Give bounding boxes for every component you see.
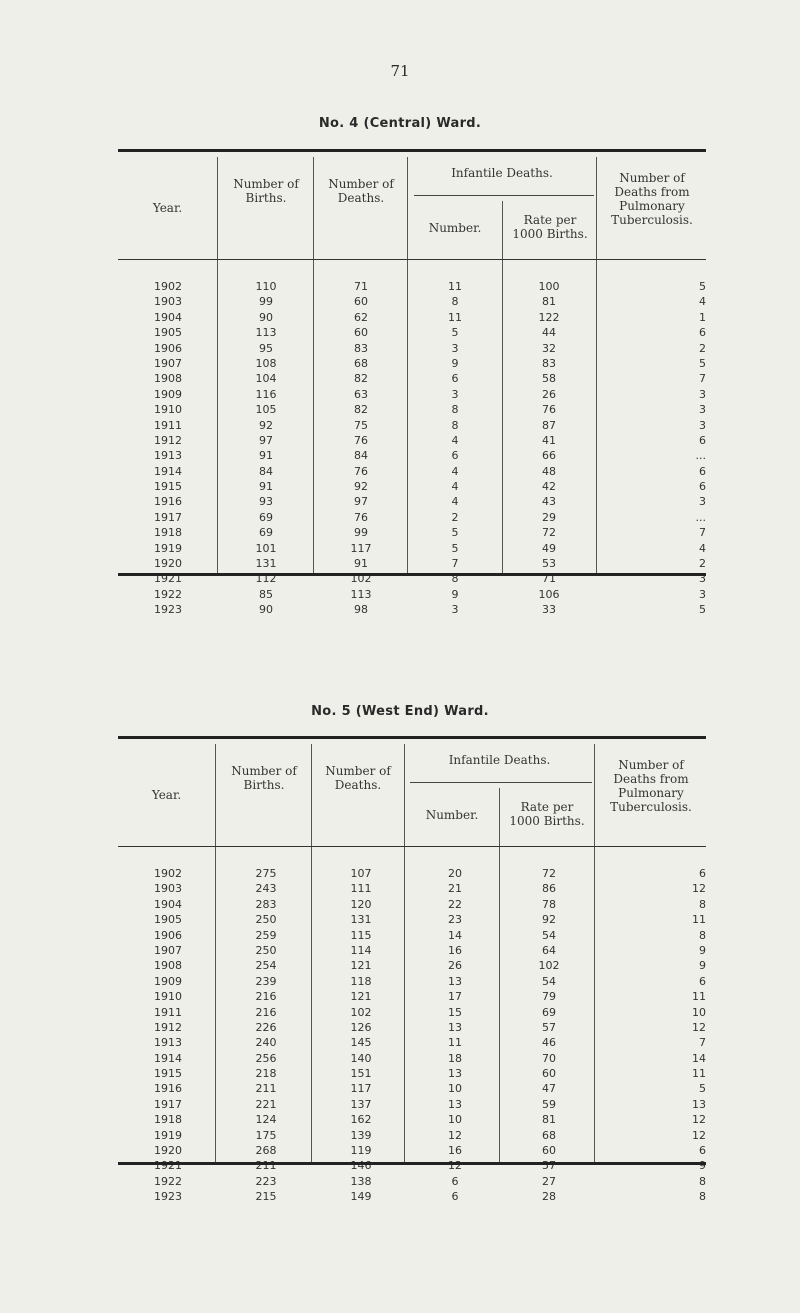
infantile-sub-rule — [410, 782, 592, 783]
ward-4-title: No. 4 (Central) Ward. — [318, 116, 482, 131]
table-row: 1906 259 115 14 54 8 — [154, 928, 706, 942]
table-row: 1916 93 97 4 43 3 — [154, 495, 706, 509]
table-row: 1909 239 118 13 54 6 — [154, 974, 706, 988]
header-deaths: Number of Deaths. — [328, 177, 394, 205]
table-row: 1921 211 146 12 57 9 — [154, 1159, 706, 1173]
table-row: 1923 90 98 3 33 5 — [154, 603, 706, 617]
ward-5-rows — [118, 866, 706, 1205]
table-row: 1904 90 62 11 122 1 — [154, 310, 706, 324]
table-row: 1920 268 119 16 60 6 — [154, 1144, 706, 1158]
table-row: 1913 240 145 11 46 7 — [154, 1036, 706, 1050]
table-row: 1921 112 102 8 71 3 — [154, 572, 706, 586]
table-row: 1914 256 140 18 70 14 — [154, 1051, 706, 1065]
table-row: 1910 216 121 17 79 11 — [154, 990, 706, 1004]
bottom-rule — [118, 573, 706, 576]
table-row: 1907 108 68 9 83 5 — [154, 356, 706, 370]
table-row: 1903 99 60 8 81 4 — [154, 295, 706, 309]
header-tb: Number of Deaths from Pulmonary Tuberculosis. — [611, 171, 693, 227]
bottom-rule — [118, 1162, 706, 1165]
table-row: 1907 250 114 16 64 9 — [154, 943, 706, 957]
table-row: 1903 243 111 21 86 12 — [154, 882, 706, 896]
header-tb: Number of Deaths from Pulmonary Tuberculosis. — [610, 758, 692, 814]
ward-4-table — [118, 149, 706, 617]
table-row: 1918 124 162 10 81 12 — [154, 1113, 706, 1127]
infantile-sub-rule — [414, 195, 594, 196]
ward-5-title: No. 5 (West End) Ward. — [311, 704, 489, 719]
header-deaths: Number of Deaths. — [325, 764, 391, 792]
table-row: 1922 223 138 6 27 8 — [154, 1174, 706, 1188]
table-row: 1919 101 117 5 49 4 — [154, 541, 706, 555]
table-row: 1910 105 82 8 76 3 — [154, 403, 706, 417]
table-row: 1917 69 76 2 29 ... — [154, 510, 706, 524]
table-row: 1908 254 121 26 102 9 — [154, 959, 706, 973]
header-infantile: Infantile Deaths. — [451, 166, 553, 180]
table-row: 1918 69 99 5 72 7 — [154, 526, 706, 540]
ward-4-rows — [118, 279, 706, 618]
table-row: 1917 221 137 13 59 13 — [154, 1097, 706, 1111]
header-rule — [118, 846, 706, 847]
table-row: 1915 218 151 13 60 11 — [154, 1067, 706, 1081]
table-row: 1905 250 131 23 92 11 — [154, 913, 706, 927]
ward-5-table — [118, 736, 706, 1204]
table-row: 1912 97 76 4 41 6 — [154, 433, 706, 447]
table-row: 1913 91 84 6 66 ... — [154, 449, 706, 463]
table-row: 1904 283 120 22 78 8 — [154, 897, 706, 911]
header-infantile-rate: Rate per 1000 Births. — [509, 800, 585, 828]
table-row: 1911 92 75 8 87 3 — [154, 418, 706, 432]
table-row: 1902 275 107 20 72 6 — [154, 867, 706, 880]
header-births: Number of Births. — [231, 764, 297, 792]
table-row: 1909 116 63 3 26 3 — [154, 387, 706, 401]
table-row: 1906 95 83 3 32 2 — [154, 341, 706, 355]
top-rule — [118, 736, 706, 739]
page-number: 71 — [390, 62, 410, 80]
table-row: 1912 226 126 13 57 12 — [154, 1020, 706, 1034]
table-row: 1908 104 82 6 58 7 — [154, 372, 706, 386]
header-births: Number of Births. — [233, 177, 299, 205]
table-row: 1922 85 113 9 106 3 — [154, 587, 706, 601]
table-row: 1914 84 76 4 48 6 — [154, 464, 706, 478]
table-row: 1916 211 117 10 47 5 — [154, 1082, 706, 1096]
table-row: 1915 91 92 4 42 6 — [154, 480, 706, 494]
table-row: 1920 131 91 7 53 2 — [154, 557, 706, 571]
table-row: 1923 215 149 6 28 8 — [154, 1190, 706, 1204]
header-infantile-rate: Rate per 1000 Births. — [512, 213, 588, 241]
table-row: 1902 110 71 11 100 5 — [154, 280, 706, 293]
header-rule — [118, 259, 706, 260]
header-infantile: Infantile Deaths. — [448, 753, 551, 767]
header-infantile-number: Number. — [425, 808, 479, 822]
top-rule — [118, 149, 706, 152]
header-infantile-number: Number. — [428, 221, 482, 235]
table-row: 1905 113 60 5 44 6 — [154, 326, 706, 340]
table-row: 1911 216 102 15 69 10 — [154, 1005, 706, 1019]
table-row: 1919 175 139 12 68 12 — [154, 1128, 706, 1142]
header-year: Year. — [152, 201, 183, 215]
header-year: Year. — [151, 788, 182, 802]
